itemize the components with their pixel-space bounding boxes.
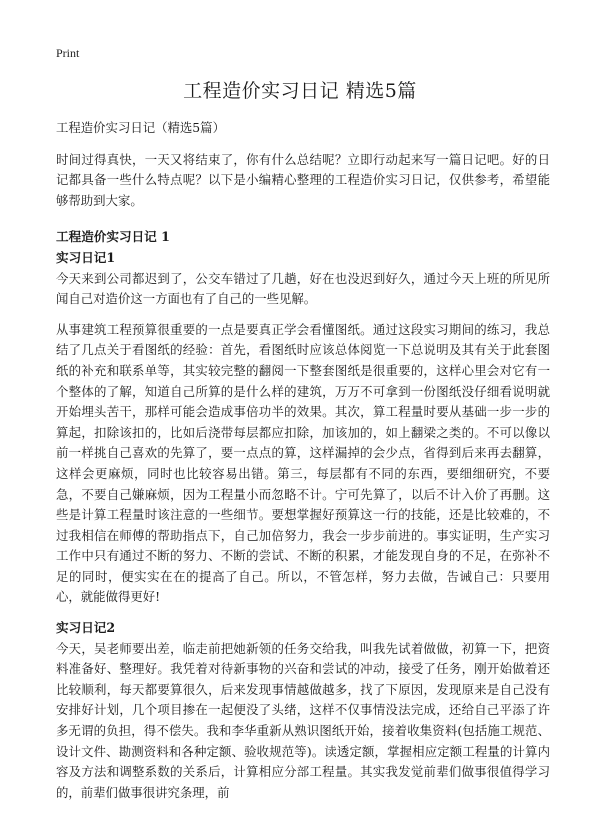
print-link[interactable]: Print [56,46,80,60]
entry-paragraph: 今天来到公司都迟到了，公交车错过了几趟，好在也没迟到好久，通过今天上班的所见所闻自己对造价这一方面也有了自己的一些见解。 [56,270,550,307]
entry-heading: 实习日记1 [56,249,116,265]
article-body [56,118,550,813]
intro-paragraph: 时间过得真快，一天又将结束了，你有什么总结呢？立即行动起来写一篇日记吧。好的日记都具备一些什么特点呢？以下是小编精心整理的工程造价实习日记，仅供参考，希望能够帮助到大家。 [56,151,550,208]
entry-paragraph: 从事建筑工程预算很重要的一点是要真正学会看懂图纸。通过这段实习期间的练习，我总结了几点关于看图纸的经验：首先，看图纸时应该总体阅览一下总说明及其有关于此套图纸的补充和联系单等，其实较完整的翻阅一下整套图纸是很重要的，这样心里会对它有一个整体的了解，知道自己所算的是什么样的建筑，万万不可拿到一份图纸没仔细看说明就开始埋头苦干，那样可能会造成事倍功半的效果。其次，算工程量时要从基础一步一步的算起，扣除该扣的，比如后浇带每层都应扣除，加该加的，如上翻梁之类的。不可以像以前一样挑自己喜欢的先算了，要一点点的算，这样漏掉的会少点，省得到后来再去翻算，这样会更麻烦，同时也比较容易出错。第三，每层都有不同的东西，要细细研究，不要急，不要自己嫌麻烦，因为工程量小而忽略不计。宁可先算了，以后不计入价了再删。这些是计算工程量时该注意的一些细节。要想掌握好预算这一行的技能，还是比较难的，不过我相信在师傅的帮助指点下，自己加倍努力，我会一步步前进的。事实证明，生产实习工作中只有通过不断的努力、不断的尝试、不断的积累，才能发现自身的不足，在弥补不足的同时，便实实在在的提高了自己。所以，不管怎样，努力去做，告诫自己：只要用心，就能做得更好! [56,321,550,605]
page-title: 工程造价实习日记 精选5篇 [183,80,417,102]
section-heading: 工程造价实习日记 1 [56,229,170,245]
entry-heading: 实习日记2 [56,620,116,636]
entry-paragraph: 今天，吴老师要出差，临走前把她新领的任务交给我，叫我先试着做做，初算一下，把资料准备好、整理好。我凭着对待新事物的兴奋和尝试的冲动，接受了任务，刚开始做着还比较顺利，每天都要算很久，后来发现事情越做越多，找了下原因，发现原来是自己没有安排好计划，几个项目掺在一起便没了头绪，这样不仅事情没法完成，还给自己平添了许多无谓的负担，得不偿失。我和李华重新从熟识图纸开始，接着收集资料(包括施工规范、设计文件、勘测资料和各种定额、验收规范等)。读透定额，掌握相应定额工程量的计算内容及方法和调整系数的关系后，计算相应分部工程量。其实我发觉前辈们做事很值得学习的，前辈们做事很讲究条理，前 [56,640,550,800]
article-subtitle: 工程造价实习日记（精选5篇） [56,120,225,135]
